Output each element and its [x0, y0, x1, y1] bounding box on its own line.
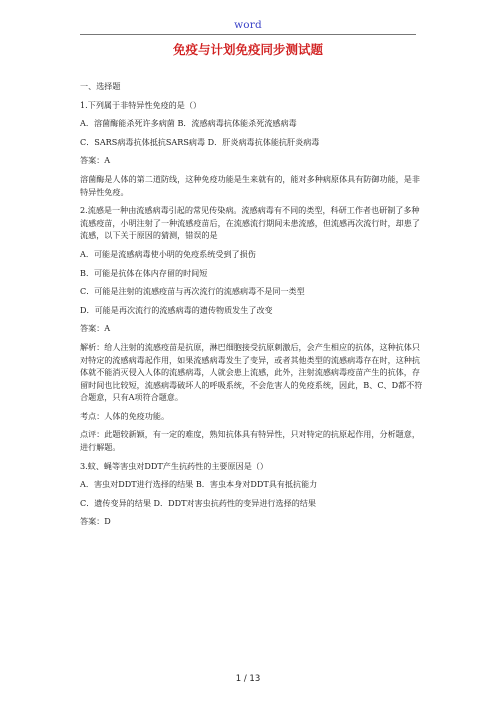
question-3-options-cd: C．遗传变异的结果 D．DDT对害虫抗药性的变异进行选择的结果 [80, 497, 316, 508]
section-heading: 一、选择题 [80, 81, 121, 91]
question-2-answer: 答案：A [80, 323, 111, 334]
question-2-comment: 点评：此题较新颖，有一定的难度，熟知抗体具有特异性，只对特定的抗原起作用，分析题意，进行解题。 [80, 429, 420, 453]
question-2-option-c: C．可能是注射的流感疫苗与再次流行的流感病毒不是同一类型 [80, 286, 305, 297]
question-1-options-cd: C．SARS病毒抗体抵抗SARS病毒 D．肝炎病毒抗体能抗肝炎病毒 [80, 136, 320, 147]
question-2-option-d: D．可能是再次流行的流感病毒的遗传物质发生了改变 [80, 304, 273, 315]
question-3-answer: 答案：D [80, 516, 111, 527]
question-2-option-b: B．可能是抗体在体内存留的时间短 [80, 267, 208, 278]
page-number: 1 / 13 [235, 674, 261, 684]
header-label: word [234, 19, 262, 31]
document-title: 免疫与计划免疫同步测试题 [172, 42, 323, 57]
question-2: 2.流感是一种由流感病毒引起的常见传染病。流感病毒有不同的类型，科研工作者也研制了多种流感疫苗，小明注射了一种流感疫苗后，在流感流行期间未患流感，但流感再次流行时，却患了流感，以下关于原因的猜测，错误的是 [80, 205, 420, 241]
question-3-options-ab: A．害虫对DDT进行选择的结果 B．害虫本身对DDT具有抵抗能力 [80, 479, 318, 490]
question-1: 1.下列属于非特异性免疫的是（） [80, 99, 202, 110]
question-2-option-a: A．可能是流感病毒使小明的免疫系统受到了损伤 [80, 248, 256, 259]
question-1-options-ab: A．溶菌酶能杀死许多病菌 B．流感病毒抗体能杀死流感病毒 [80, 118, 297, 129]
document-body [80, 80, 426, 534]
header-divider [80, 34, 416, 35]
question-2-analysis: 解析：给人注射的流感疫苗是抗原，淋巴细胞接受抗原刺激后，会产生相应的抗体，这种抗体只对特定的流感病毒起作用，如果流感病毒发生了变异，或者其他类型的流感病毒存在时，这种抗体就不能消灭侵入人体的流感病毒，人就会患上流感，此外，注射流感病毒疫苗产生的抗体，存留时间也比较短，流感病毒破坏人的呼吸系统，不会危害人的免疫系统，因此，B、C、D都不符合题意，只有A项符合题意。 [80, 341, 423, 403]
question-1-explanation: 溶菌酶是人体的第二道防线，这种免疫功能是生来就有的，能对多种病原体具有防御功能，是非特异性免疫。 [80, 173, 420, 197]
question-1-answer: 答案：A [80, 155, 111, 166]
question-2-topic: 考点：人体的免疫功能。 [80, 410, 170, 421]
question-3: 3.蚊、蝇等害虫对DDT产生抗药性的主要原因是（） [80, 460, 268, 471]
